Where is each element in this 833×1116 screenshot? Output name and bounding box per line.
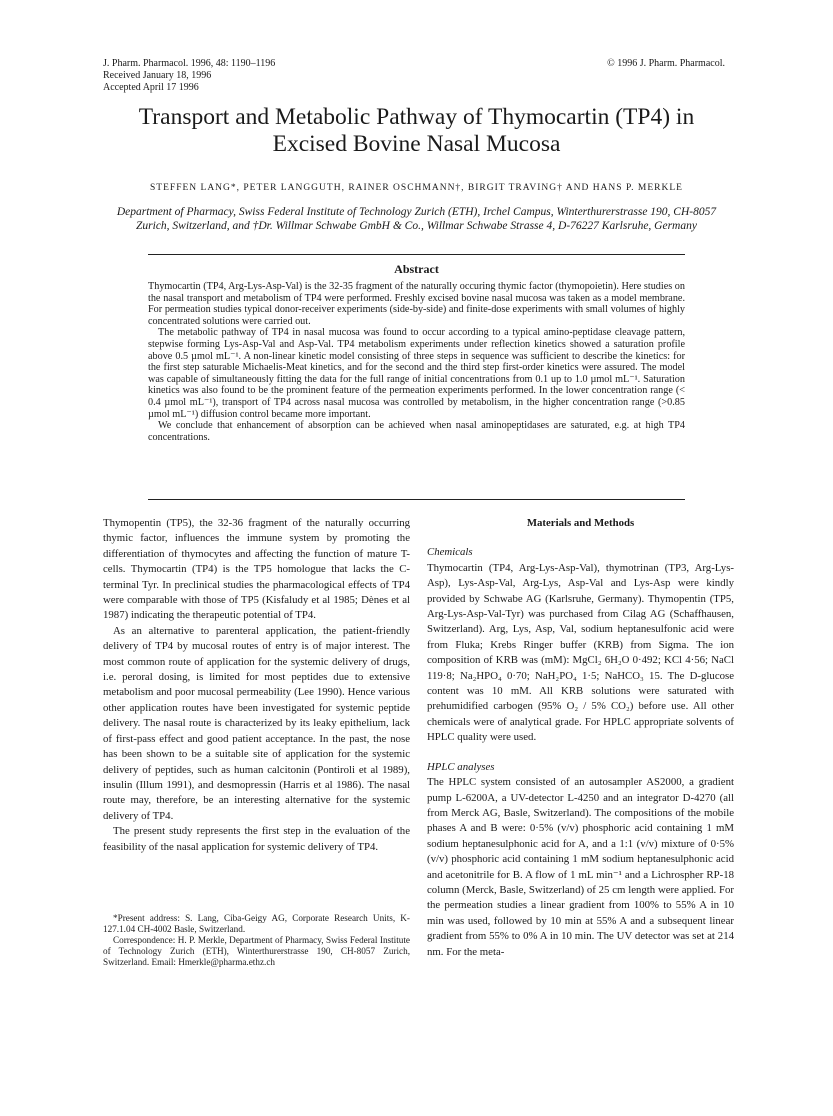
paper-title xyxy=(60,104,773,158)
footnotes xyxy=(103,913,410,968)
title-line-2: Excised Bovine Nasal Mucosa xyxy=(272,131,561,157)
abstract-paragraph: Thymocartin (TP4, Arg-Lys-Asp-Val) is the 32-35 fragment of the naturally occuring thymic factor (thymopoietin). Here studies on the nasal transport and metabolism of TP4 were performed. Freshly excised bovine nasal mucosa was taken as a model membrane. For permeation studies typical donor-receiver experiments (side-by-side) and finite-dose experiments with small volumes of highly concentrated solutions were carried out. xyxy=(148,281,685,327)
right-column xyxy=(427,516,734,960)
abstract-bottom-rule xyxy=(148,499,685,500)
journal-citation: J. Pharm. Pharmacol. 1996, 48: 1190–1196 xyxy=(103,58,276,69)
body-paragraph: Thymocartin (TP4, Arg-Lys-Asp-Val), thymotrinan (TP3, Arg-Lys-Asp), Lys-Asp-Val, Arg-Lys, Asp-Val and Lys-Asp were kindly provided by Schwabe AG (Karlsruhe, Germany). Thymopentin (TP5, Arg-Lys-Asp-Val-Tyr) was purchased from Cilag AG (Schaffhausen, Switzerland). Arg, Lys, Asp, Val, sodium heptanesulfonic acid were from Fluka; Krebs Ringer buffer (KRB) from Sigma. The ion composition of KRB was (mM): MgCl₂ 6H₂O 0·492; KCl 4·56; NaCl 119·8; Na₂HPO₄ 0·70; NaH₂PO₄ 1·5; NaHCO₃ 15. The D-glucose content was 10 mM. All KRB solutions were saturated with prehumidified carbogen (95% O₂ / 5% CO₂) before use. All other chemicals were of analytical grade. For HPLC appropriate solvents of HPLC quality were used. xyxy=(427,561,734,744)
accepted-date: Accepted April 17 1996 xyxy=(103,82,199,93)
journal-meta xyxy=(103,58,275,94)
subsection-heading: HPLC analyses xyxy=(427,760,495,773)
abstract-paragraph: The metabolic pathway of TP4 in nasal mucosa was found to occur according to a typical amino-peptidase cleavage pattern, stepwise forming Lys-Asp-Val and Asp-Val. TP4 metabolism experiments under reflection kinetics showed a saturation profile above 0.5 µmol mL⁻¹. A non-linear kinetic model consisting of three steps in sequence was sufficient to describe the kinetics: for the first step saturable Michaelis-Meat kinetics, and for the second and the third step first-order kinetics were assured. The model was capable of simultaneously fitting the data for the full range of initial concentrations from 0.1 up to 1.0 µmol mL⁻¹. Saturation kinetics was also found to be the prominent feature of the permeation experiments performed. In the lower concentration range (< 0.4 µmol mL⁻¹), transport of TP4 across nasal mucosa was controlled by metabolism, in the higher concentration range (>0.85 µmol mL⁻¹) diffusion control became more important. xyxy=(148,327,685,420)
footnote: *Present address: S. Lang, Ciba-Geigy AG, Corporate Research Units, K-127.1.04 CH-4002 Basle, Switzerland. xyxy=(103,913,410,934)
subsection-heading: Chemicals xyxy=(427,546,473,559)
abstract-paragraph: We conclude that enhancement of absorption can be achieved when nasal aminopeptidases are saturated, e.g. at high TP4 concentrations. xyxy=(148,420,685,443)
footnote: Correspondence: H. P. Merkle, Department of Pharmacy, Swiss Federal Institute of Technology Zurich (ETH), Winterthurerstrasse 190, CH-8057 Zurich, Switzerland. Email: Hmerkle@pharma.ethz.ch xyxy=(103,935,410,967)
affiliation: Department of Pharmacy, Swiss Federal Institute of Technology Zurich (ETH), Irchel Campus, Winterthurerstrasse 190, CH-8057 Zurich, Switzerland, and †Dr. Willmar Schwabe GmbH & Co., Willmar Schwabe Strasse 4, D-76227 Karlsruhe, Germany xyxy=(116,206,717,232)
body-paragraph: Thymopentin (TP5), the 32-36 fragment of the naturally occurring thymic factor, influences the immune system by promoting the differentiation of thymocytes and affecting the function of mature T-cells. Thymocartin (TP4) is the TP5 homologue that lacks the C-terminal Tyr. In preclinical studies the pharmacological effects of TP4 were comparable with those of TP5 (Kisfaludy et al 1985; Dènes et al 1987) indicating the therapeutic potential of TP4. xyxy=(103,517,410,622)
abstract-heading: Abstract xyxy=(394,262,439,276)
body-paragraph: The present study represents the first step in the evaluation of the feasibility of the nasal application for systemic delivery of TP4. xyxy=(103,825,410,853)
author-list: STEFFEN LANG*, PETER LANGGUTH, RAINER OSCHMANN†, BIRGIT TRAVING† AND HANS P. MERKLE xyxy=(150,183,683,193)
body-paragraph: As an alternative to parenteral application, the patient-friendly delivery of TP4 by mucosal routes of entry is of major interest. The most common route of application for the systemic delivery of drugs, i.e. peroral dosing, is limited for most peptides due to extensive metabolism and poor mucosal permeability (Lee 1990). Hence various other application routes have been investigated for systemic peptide delivery. The nasal route is characterized by its leaky epithelium, lack of first-pass effect and good patient acceptance. In the past, the nose has been shown to be a suitable site of application for the systemic delivery of peptides, such as human calcitonin (Pontiroli et al 1989), insulin (Illum 1991), and desmopressin (Harris et al 1986). The nasal route may, therefore, be an interesting alternative for the systemic delivery of TP4. xyxy=(103,624,410,822)
abstract-top-rule xyxy=(148,254,685,255)
body-paragraph: The HPLC system consisted of an autosampler AS2000, a gradient pump L-6200A, a UV-detector L-4250 and an integrator D-4270 (all from Merck AG, Basle, Switzerland). The compositions of the mobile phases A and B were: 0·5% (v/v) phosphoric acid containing 1 mM sodium heptanesulphonic acid for A, and a 1:1 (v/v) mixture of 0·5% (v/v) phosphoric acid containing 1 mM sodium heptanesulphonic acid and acetonitrile for B. A flow of 1 mL min⁻¹ and a Lichrospher RP-18 column (Merck, Basle, Switzerland) of 25 cm length were applied. For the permeation studies a linear gradient from 100% to 55% A in 10 min was used, followed by 10 min at 55% A and a subsequent linear gradient from 55% to 0% A in 10 min. The UV detector was set at 214 nm. For the meta- xyxy=(427,776,734,958)
section-heading: Materials and Methods xyxy=(526,517,635,529)
copyright-notice: © 1996 J. Pharm. Pharmacol. xyxy=(607,58,725,69)
received-date: Received January 18, 1996 xyxy=(103,70,212,81)
left-column xyxy=(103,516,410,855)
abstract-body xyxy=(148,281,685,443)
title-line-1: Transport and Metabolic Pathway of Thymocartin (TP4) in xyxy=(138,104,695,130)
